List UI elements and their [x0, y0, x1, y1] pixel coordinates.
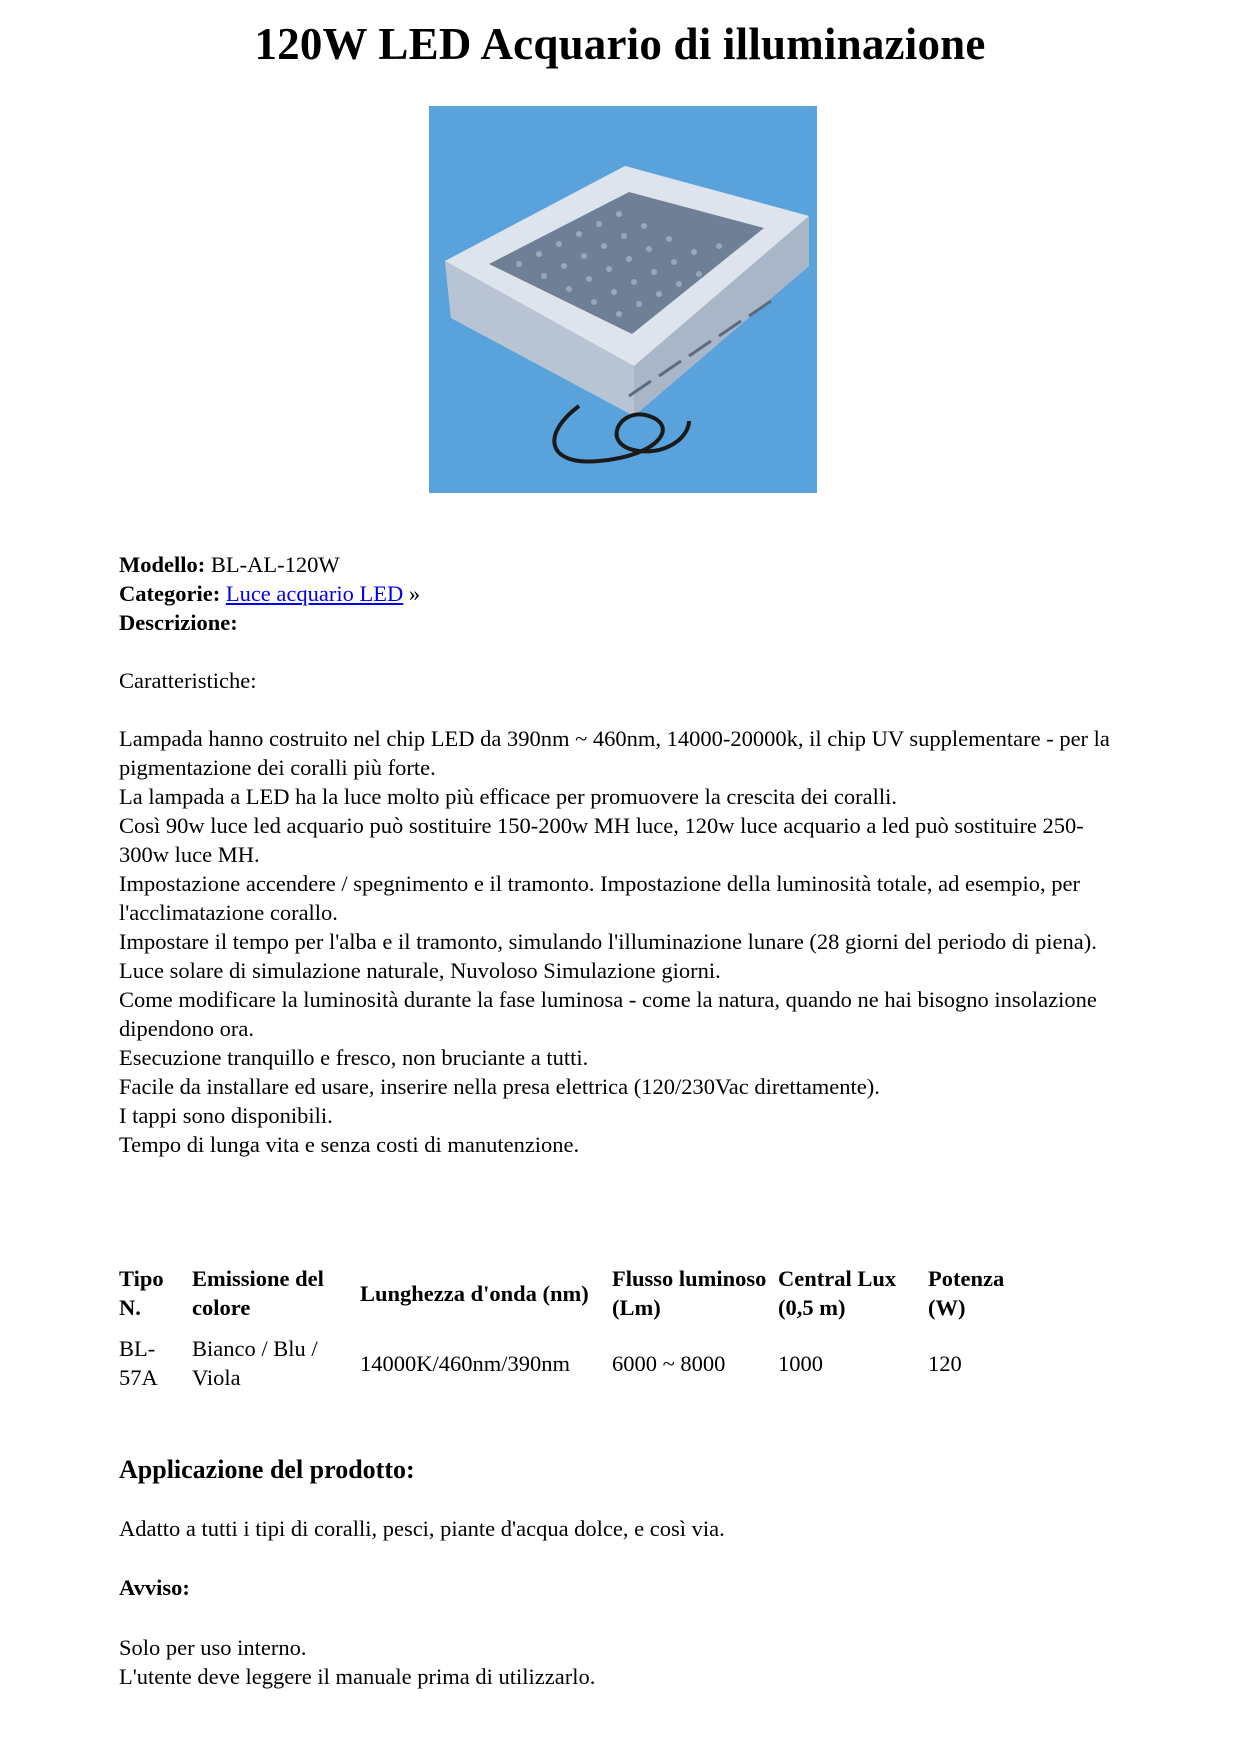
feature-item: Come modificare la luminosità durante la fase luminosa - come la natura, quando ne hai bisogno insolazione dipendono ora.	[119, 987, 1097, 1041]
application-heading: Applicazione del prodotto:	[119, 1455, 415, 1484]
table-row	[119, 1322, 1028, 1392]
model-value: BL-AL-120W	[210, 552, 340, 577]
spec-table	[113, 1264, 1034, 1392]
feature-item: Lampada hanno costruito nel chip LED da 390nm ~ 460nm, 14000-20000k, il chip UV supplementare - per la pigmentazione dei coralli più forte.	[119, 726, 1110, 780]
feature-item: I tappi sono disponibili.	[119, 1103, 333, 1128]
table-cell: 14000K/460nm/390nm	[360, 1350, 571, 1376]
page-title: 120W LED Acquario di illuminazione	[254, 19, 986, 69]
table-cell: 120	[928, 1350, 962, 1376]
product-details	[119, 550, 1129, 1159]
category-label: Categorie:	[119, 581, 221, 606]
notice-item: Solo per uso interno.	[119, 1635, 307, 1660]
feature-item: Tempo di lunga vita e senza costi di manutenzione.	[119, 1132, 580, 1157]
application-text: Adatto a tutti i tipi di coralli, pesci, piante d'acqua dolce, e così via.	[119, 1516, 725, 1541]
led-aquarium-light-photo	[429, 106, 817, 493]
feature-item: Impostare il tempo per l'alba e il tramonto, simulando l'illuminazione lunare (28 giorni del periodo di piena).	[119, 929, 1097, 954]
table-cell: 6000 ~ 8000	[612, 1350, 726, 1376]
feature-item: Esecuzione tranquillo e fresco, non bruciante a tutti.	[119, 1045, 589, 1070]
feature-item: Impostazione accendere / spegnimento e il tramonto. Impostazione della luminosità totale, ad esempio, per l'acclimatazione corallo.	[119, 871, 1080, 925]
column-header: Emissione del colore	[192, 1266, 324, 1320]
category-link[interactable]: Luce acquario LED	[225, 581, 404, 606]
description-label: Descrizione:	[119, 610, 238, 635]
column-header: Potenza (W)	[928, 1266, 1005, 1320]
column-header: Tipo N.	[119, 1266, 164, 1320]
feature-item: La lampada a LED ha la luce molto più efficace per promuovere la crescita dei coralli.	[119, 784, 897, 809]
category-line	[119, 579, 1129, 608]
table-cell: 1000	[778, 1350, 823, 1376]
notice-item: L'utente deve leggere il manuale prima di utilizzarlo.	[119, 1664, 596, 1689]
spec-table-header	[119, 1264, 1028, 1322]
model-line	[119, 550, 1129, 579]
column-header: Flusso luminoso (Lm)	[612, 1266, 767, 1320]
feature-item: Luce solare di simulazione naturale, Nuvoloso Simulazione giorni.	[119, 958, 721, 983]
feature-item: Così 90w luce led acquario può sostituire 150-200w MH luce, 120w luce acquario a led può sostituire 250-300w luce MH.	[119, 813, 1084, 867]
table-cell: BL-57A	[119, 1336, 158, 1390]
notice-list	[119, 1633, 595, 1691]
category-suffix: »	[408, 581, 421, 606]
column-header: Central Lux (0,5 m)	[778, 1266, 897, 1320]
notice-heading: Avviso:	[119, 1575, 190, 1600]
column-header: Lunghezza d'onda (nm)	[360, 1280, 589, 1306]
features-heading: Caratteristiche:	[119, 668, 257, 693]
model-label: Modello:	[119, 552, 206, 577]
feature-item: Facile da installare ed usare, inserire nella presa elettrica (120/230Vac direttamente).	[119, 1074, 880, 1099]
table-cell: Bianco / Blu / Viola	[192, 1336, 318, 1390]
